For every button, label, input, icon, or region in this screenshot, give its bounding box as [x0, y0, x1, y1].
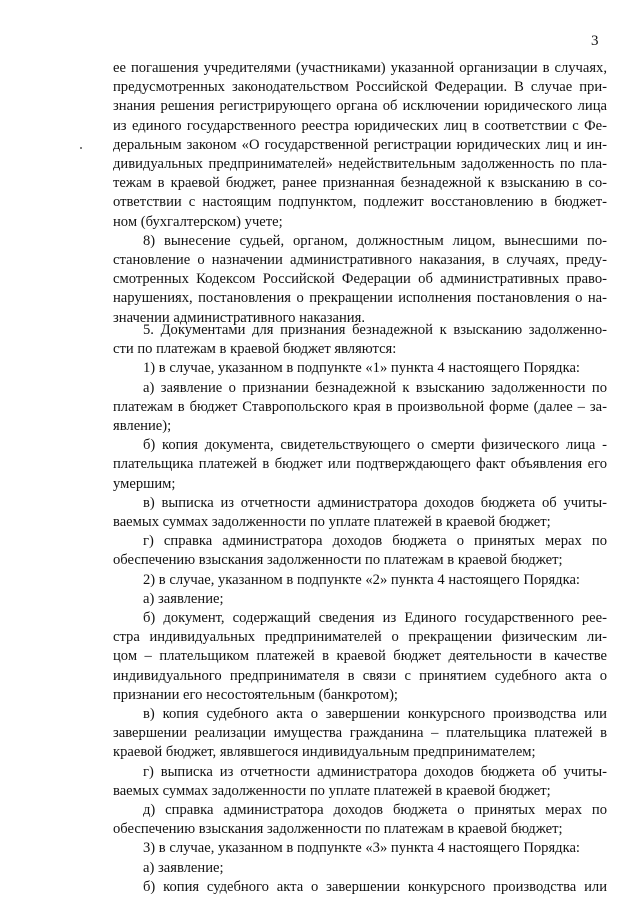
text-line: 3) в случае, указанном в подпункте «3» пункта 4 настоящего Порядка: — [143, 840, 580, 857]
text-line: знания решения регистрирующего органа об исключении юридического лица — [113, 98, 607, 115]
text-line: краевой бюджет, являвшегося индивидуальным предпринимателем; — [113, 744, 536, 761]
text-line: а) заявление; — [143, 590, 224, 607]
page-number: 3 — [591, 33, 599, 49]
text-line: сти по платежам в краевой бюджет являются: — [113, 341, 397, 358]
text-line: платежам в бюджет Ставропольского края в произвольной форме (далее – за- — [113, 398, 607, 415]
text-line: в) копия судебного акта о завершении конкурсного производства или — [143, 706, 607, 723]
text-line: д) справка администратора доходов бюджета о принятых мерах по — [143, 802, 607, 819]
text-line: а) заявление о признании безнадежной к взысканию задолженности по — [143, 379, 607, 396]
text-line: деральным законом «О государственной регистрации юридических лиц и ин- — [113, 136, 607, 153]
text-line: а) заявление; — [143, 859, 224, 876]
text-line: ваемых суммах задолженности по уплате платежей в краевой бюджет; — [113, 514, 551, 531]
text-line: г) справка администратора доходов бюджета о принятых мерах по — [143, 533, 607, 550]
text-line: смотренных Кодексом Российской Федерации об административных право- — [113, 271, 607, 288]
text-line: ответствии с настоящим подпунктом, подлежит восстановлению в бюджет- — [113, 194, 607, 211]
text-line: умершим; — [113, 475, 176, 492]
text-line: стра индивидуальных предпринимателей о прекращении физическим ли- — [113, 629, 607, 646]
text-line: дивидуальных предпринимателей» недействительным задолженность по пла- — [113, 156, 607, 173]
text-block-section-5 — [113, 321, 607, 897]
text-line: значении административного наказания. — [113, 309, 365, 326]
text-line: обеспечению взыскания задолженности по платежам в краевой бюджет; — [113, 821, 563, 838]
text-line: ном (бухгалтерском) учете; — [113, 213, 283, 230]
text-line: признании его несостоятельным (банкротом); — [113, 686, 398, 703]
text-line: 2) в случае, указанном в подпункте «2» пункта 4 настоящего Порядка: — [143, 571, 580, 588]
text-line: из единого государственного реестра юридических лиц в соответствии с Фе- — [113, 117, 607, 134]
text-line: нарушениях, постановления о прекращении исполнения постановления о на- — [113, 290, 607, 307]
text-line: в) выписка из отчетности администратора доходов бюджета об учиты- — [143, 494, 607, 511]
text-line: б) копия документа, свидетельствующего о смерти физического лица - — [143, 437, 607, 454]
text-line: индивидуального предпринимателя в связи с принятием судебного акта о — [113, 667, 607, 684]
text-line: явление); — [113, 418, 172, 435]
margin-mark — [80, 147, 82, 149]
text-line: обеспечению взыскания задолженности по платежам в краевой бюджет; — [113, 552, 563, 569]
text-line: тежам в краевой бюджет, ранее признанная безнадежной к взысканию в со- — [113, 175, 607, 192]
text-line: становление о назначении административного наказания, в случаях, преду- — [113, 252, 607, 269]
text-line: 8) вынесение судьей, органом, должностным лицом, вынесшими по- — [143, 232, 607, 249]
text-line: завершении реализации имущества гражданина – плательщика платежей в — [113, 725, 607, 742]
text-line: г) выписка из отчетности администратора доходов бюджета об учиты- — [143, 763, 607, 780]
text-line: б) копия судебного акта о завершении конкурсного производства или — [143, 878, 607, 895]
text-block-continuation — [113, 59, 607, 328]
text-line: 5. Документами для признания безнадежной к взысканию задолженно- — [143, 322, 607, 338]
text-line: предусмотренных законодательством Российской Федерации. В случае при- — [113, 79, 607, 96]
text-line: 1) в случае, указанном в подпункте «1» пункта 4 настоящего Порядка: — [143, 360, 580, 377]
text-line: б) документ, содержащий сведения из Единого государственного рее- — [143, 610, 607, 627]
text-line: ваемых суммах задолженности по уплате платежей в краевой бюджет; — [113, 782, 551, 799]
text-line: плательщика платежей в бюджет или подтверждающего факт объявления его — [113, 456, 607, 473]
text-line: ее погашения учредителями (участниками) указанной организации в случаях, — [113, 60, 607, 76]
text-line: цом – плательщиком платежей в краевой бюджет деятельности в качестве — [113, 648, 607, 665]
